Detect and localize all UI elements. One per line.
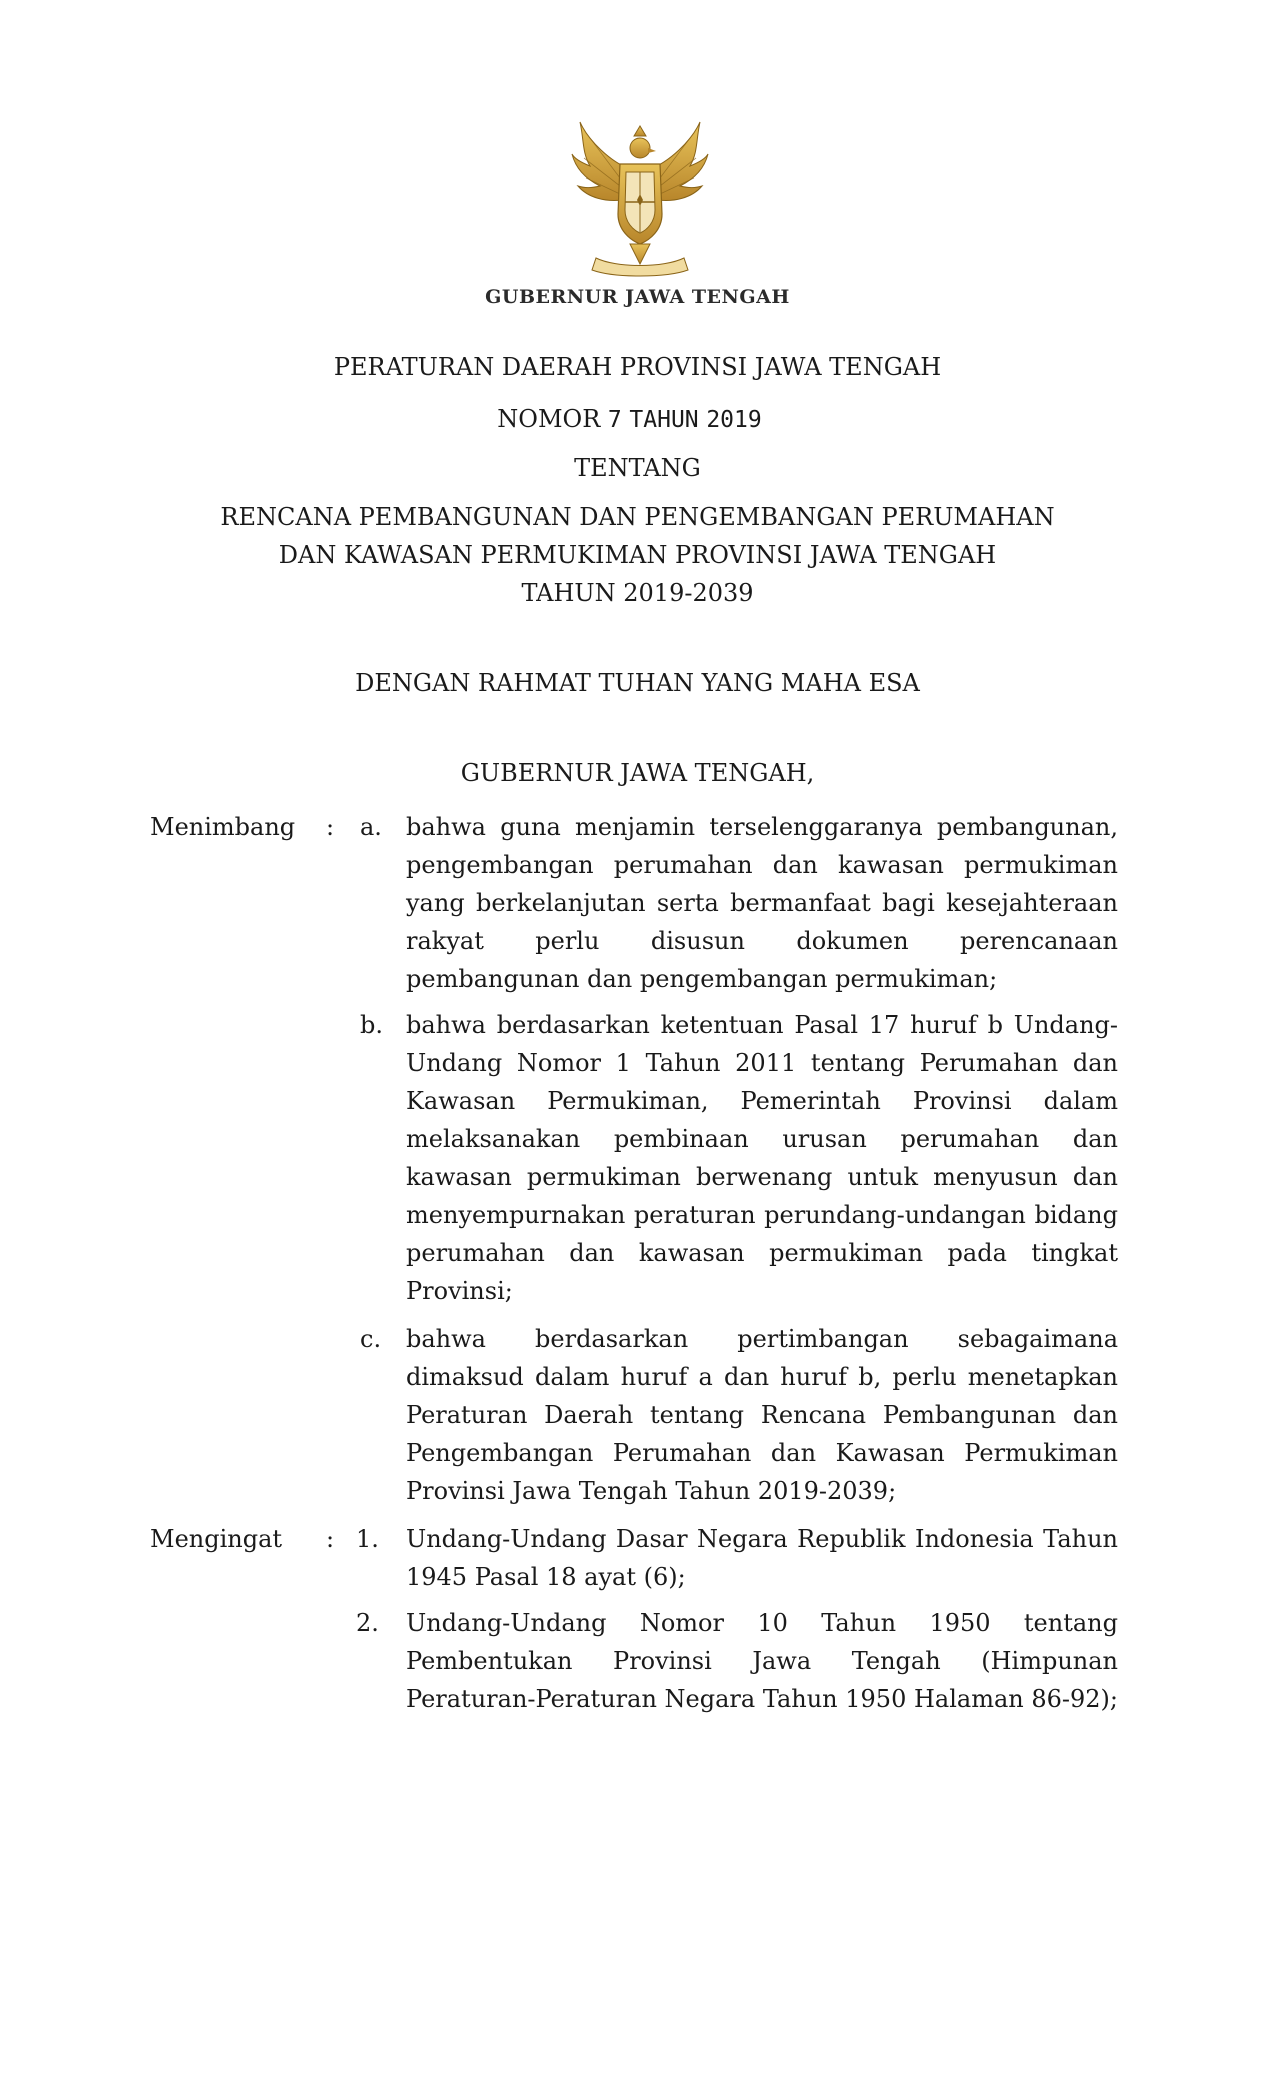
regulation-type: PERATURAN DAERAH PROVINSI JAWA TENGAH	[333, 353, 942, 381]
nomor-label: NOMOR	[497, 405, 601, 433]
menimbang-item-a: bahwa guna menjamin terselenggaranya pembangunan, pengembangan perumahan dan kawasan permukiman yang berkelanjutan serta bermanfaat bagi kesejahteraan rakyat perlu disusun dokumen perencanaan pembangunan dan pengembangan permukiman;	[406, 813, 1118, 993]
mengingat-item-2: Undang-Undang Nomor 10 Tahun 1950 tentang Pembentukan Provinsi Jawa Tengah (Himpunan Peraturan-Peraturan Negara Tahun 1950 Halaman 86-92);	[406, 1609, 1118, 1713]
invocation: DENGAN RAHMAT TUHAN YANG MAHA ESA	[355, 669, 920, 697]
mengingat-item-1: Undang-Undang Dasar Negara Republik Indonesia Tahun 1945 Pasal 18 ayat (6);	[406, 1525, 1118, 1591]
menimbang-item-b: bahwa berdasarkan ketentuan Pasal 17 huruf b Undang-Undang Nomor 1 Tahun 2011 tentang Perumahan dan Kawasan Permukiman, Pemerintah Provinsi dalam melaksanakan pembinaan urusan perumahan dan kawasan permukiman berwenang untuk menyusun dan menyempurnakan peraturan perundang-undangan bidang perumahan dan kawasan permukiman pada tingkat Provinsi;	[406, 1011, 1118, 1305]
mengingat-mark-1: 1.	[356, 1525, 379, 1553]
subject-line-2: DAN KAWASAN PERMUKIMAN PROVINSI JAWA TENGAH	[278, 541, 997, 569]
menimbang-mark-c: c.	[360, 1325, 382, 1353]
nomor-value: 7	[607, 407, 622, 433]
tahun-value: 2019	[706, 407, 762, 433]
garuda-emblem-icon	[570, 118, 710, 280]
menimbang-mark-b: b.	[360, 1011, 383, 1039]
tahun-label: TAHUN	[629, 407, 699, 433]
mengingat-colon: :	[326, 1525, 335, 1553]
tentang-heading: TENTANG	[574, 454, 701, 482]
menimbang-mark-a: a.	[360, 813, 382, 841]
mengingat-mark-2: 2.	[356, 1609, 379, 1637]
menimbang-colon: :	[326, 813, 335, 841]
menimbang-item-c: bahwa berdasarkan pertimbangan sebagaimana dimaksud dalam huruf a dan huruf b, perlu menetapkan Peraturan Daerah tentang Rencana Pembangunan dan Pengembangan Perumahan dan Kawasan Permukiman Provinsi Jawa Tengah Tahun 2019-2039;	[406, 1325, 1118, 1505]
menimbang-label: Menimbang	[150, 813, 296, 841]
mengingat-label: Mengingat	[150, 1525, 283, 1553]
authority-line: GUBERNUR JAWA TENGAH,	[460, 759, 815, 787]
subject-line-3: TAHUN 2019-2039	[521, 579, 754, 607]
regulation-number-line	[0, 400, 1275, 439]
subject-line-1: RENCANA PEMBANGUNAN DAN PENGEMBANGAN PERUMAHAN	[220, 503, 1055, 531]
issuer-header: GUBERNUR JAWA TENGAH	[485, 286, 790, 308]
